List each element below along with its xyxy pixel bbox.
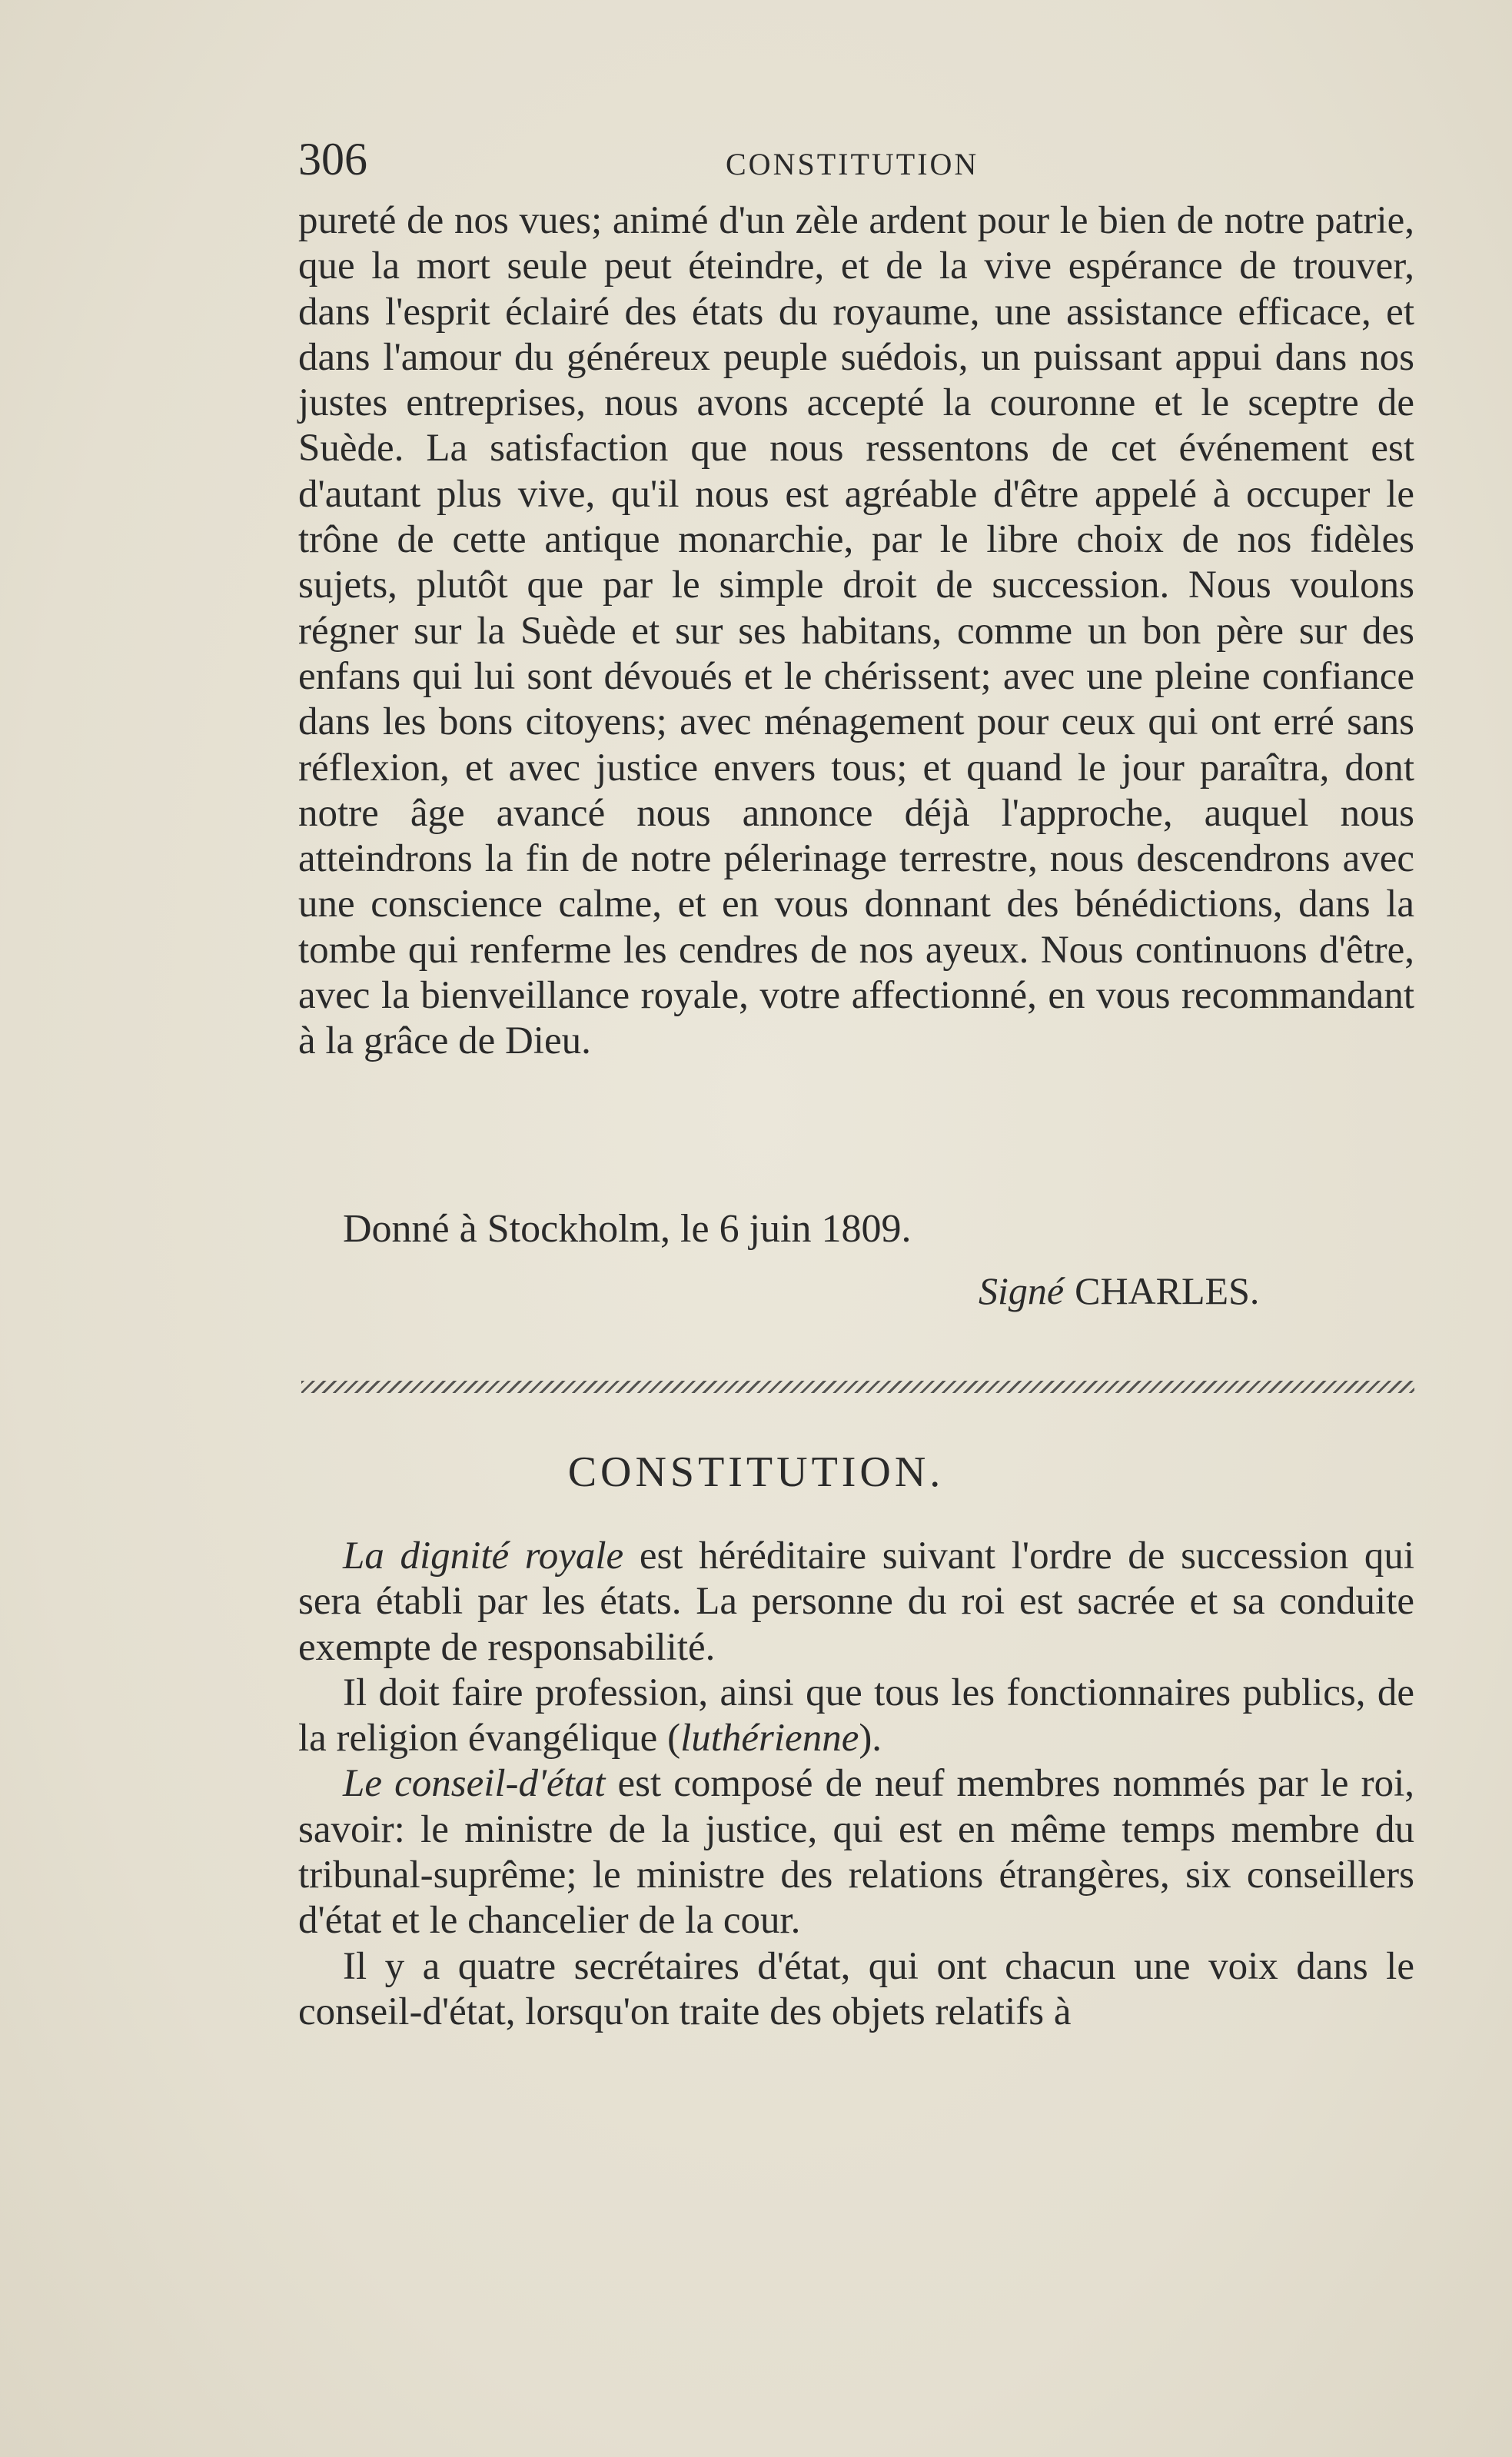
council-of-state-term: Le conseil-d'état [343, 1762, 606, 1806]
section-title: CONSTITUTION. [567, 1448, 945, 1496]
paragraph-2-end: ). [859, 1717, 882, 1760]
signature [979, 1267, 1259, 1315]
constitution-paragraph-3 [298, 1761, 1414, 1943]
letter-body [298, 198, 1414, 1065]
ornamental-divider [301, 1381, 1414, 1393]
paragraph-1-text: est héréditaire suivant l'ordre de succession qui sera établi par les états. La personne du roi est sacrée et sa conduite exempte de responsabilité. [298, 1534, 1415, 1669]
royal-dignity-term: La dignité royale [343, 1534, 624, 1578]
constitution-paragraph-1 [298, 1534, 1414, 1671]
page-number: 306 [298, 134, 367, 185]
paragraph-3-text: est composé de neuf membres nommés par le roi, savoir: le ministre de la justice, qui est en même temps membre du tribunal-suprême; le ministre des relations étrangères, six conseillers d'état et le chancelier de la cour. [298, 1762, 1414, 1943]
signature-prefix: Signé [979, 1269, 1065, 1312]
constitution-paragraph-2 [298, 1671, 1414, 1762]
signature-name: CHARLES. [1075, 1269, 1260, 1312]
constitution-paragraph-4: Il y a quatre secrétaires d'état, qui ont chacun une voix dans le conseil-d'état, lorsqu'on traite des objets relatifs à [298, 1944, 1414, 2033]
paragraph-2-text: Il doit faire profession, ainsi que tous les fonctionnaires publics, de la religion évangélique ( [298, 1671, 1414, 1760]
letter-paragraph: pureté de nos vues; animé d'un zèle ardent pour le bien de notre patrie, que la mort seule peut éteindre, et de la vive espérance de trouver, dans l'esprit éclairé des états du royaume, une assistance efficace, et dans l'amour du généreux peuple suédois, un puissant appui dans nos justes entreprises, nous avons accepté la couronne et le sceptre de Suède. La satisfaction que nous ressentons de cet événement est d'autant plus vive, qu'il nous est agréable d'être appelé à occuper le trône de cette antique monarchie, par le libre choix de nos fidèles sujets, plutôt que par le simple droit de succession. Nous voulons régner sur la Suède et sur ses habitans, comme un bon père sur des enfans qui lui sont dévoués et le chérissent; avec une pleine confiance dans les bons citoyens; avec ménagement pour ceux qui ont erré sans réflexion, et avec justice envers tous; et quand le jour paraîtra, dont notre âge avancé nous annonce déjà l'approche, auquel nous atteindrons la fin de notre pélerinage terrestre, nous descendrons avec une conscience calme, et en vous donnant des bénédictions, dans la tombe qui renferme les cendres de nos ayeux. Nous continuons d'être, avec la bienveillance royale, votre affectionné, en vous recommandant à la grâce de Dieu. [298, 199, 1414, 1063]
constitution-body [298, 1534, 1414, 2035]
place-date: Donné à Stockholm, le 6 juin 1809. [343, 1207, 912, 1251]
lutheran-term: luthérienne [680, 1717, 859, 1760]
running-head: CONSTITUTION [726, 147, 979, 181]
page-header [298, 132, 1414, 194]
